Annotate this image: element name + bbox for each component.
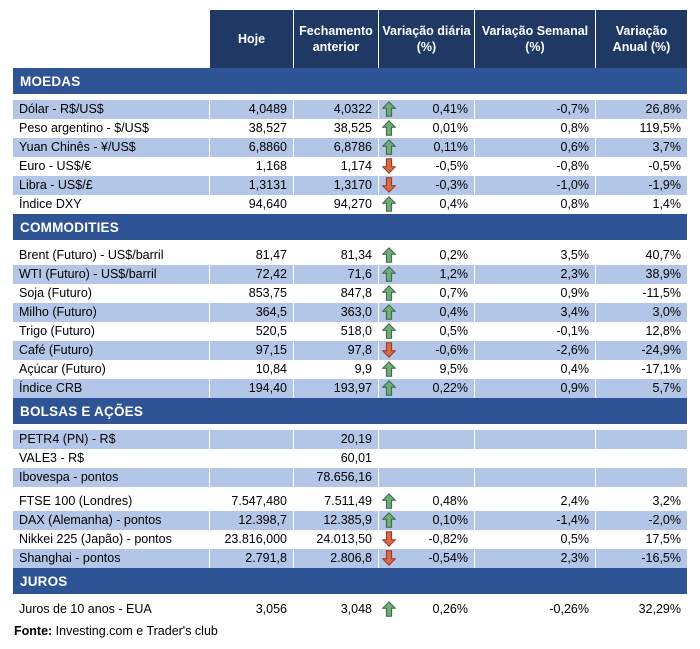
header-fechamento-line1: Fechamento [299,24,373,38]
header-anual-line2: Anual (%) [612,40,671,54]
header-diaria-line2: (%) [416,40,437,54]
variacao-anual-value: 3,2% [652,494,681,508]
asset-label: PETR4 (PN) - R$ [13,430,210,449]
hoje-value: 364,5 [210,303,294,322]
up-arrow-icon [382,601,396,617]
variacao-diaria-value: -0,3% [435,178,468,192]
variacao-diaria-cell [379,195,475,214]
asset-label: Soja (Futuro) [13,284,210,303]
fechamento-anterior-value: 9,9 [294,360,379,379]
variacao-semanal-value: 0,6% [475,138,596,157]
table-row [13,138,687,157]
up-arrow-icon [382,101,396,117]
up-arrow-icon [382,266,396,282]
table-row [13,284,687,303]
variacao-diaria-cell [379,430,475,449]
variacao-semanal-value [475,430,596,449]
column-headers [13,10,687,68]
asset-label: Nikkei 225 (Japão) - pontos [13,530,210,549]
header-variacao-diaria [379,10,475,68]
fechamento-anterior-value: 518,0 [294,322,379,341]
asset-label: Café (Futuro) [13,341,210,360]
hoje-value: 7.547,480 [210,492,294,511]
header-variacao-anual [596,10,687,68]
fechamento-anterior-value: 60,01 [294,449,379,468]
hoje-value: 3,056 [210,600,294,619]
up-arrow-icon [382,120,396,136]
variacao-anual-value: -1,9% [596,176,687,195]
fechamento-anterior-value: 12.385,9 [294,511,379,530]
fechamento-anterior-value: 78.656,16 [294,468,379,487]
variacao-diaria-cell [379,379,475,398]
down-arrow-icon [382,342,396,358]
variacao-diaria-cell [379,246,475,265]
hoje-value [210,449,294,468]
variacao-semanal-value: 0,8% [475,195,596,214]
up-arrow-icon [382,380,396,396]
table-row [13,119,687,138]
asset-label: Índice DXY [13,195,210,214]
up-arrow-icon [382,247,396,263]
variacao-anual-value: 1,4% [652,197,681,211]
variacao-semanal-value: -1,4% [475,511,596,530]
variacao-semanal-value: 0,8% [475,119,596,138]
table-row [13,360,687,379]
variacao-semanal-value: 0,9% [475,379,596,398]
variacao-semanal-value: 2,3% [475,549,596,568]
variacao-anual-value: 3,7% [596,138,687,157]
variacao-anual-value [596,468,687,487]
table-row [13,449,687,468]
fechamento-anterior-value: 193,97 [294,379,379,398]
variacao-diaria-value: 9,5% [439,362,468,376]
up-arrow-icon [382,196,396,212]
fechamento-anterior-value: 24.013,50 [294,530,379,549]
asset-label: FTSE 100 (Londres) [13,492,210,511]
variacao-anual-value: 26,8% [596,100,687,119]
header-variacao-semanal [475,10,596,68]
hoje-value: 1,3131 [210,176,294,195]
variacao-semanal-value: 0,5% [475,530,596,549]
asset-label: Peso argentino - $/US$ [13,119,210,138]
variacao-diaria-cell [379,600,475,619]
source-note-label: Fonte: [14,624,53,638]
up-arrow-icon [382,285,396,301]
header-fechamento-anterior [294,10,379,68]
asset-label: Milho (Futuro) [13,303,210,322]
variacao-diaria-cell [379,341,475,360]
section-header-juros: JUROS [13,568,687,594]
variacao-diaria-cell [379,303,475,322]
variacao-anual-value: 3,0% [596,303,687,322]
table-row [13,246,687,265]
variacao-anual-value: -2,0% [596,511,687,530]
variacao-semanal-value: 2,3% [475,265,596,284]
asset-label: VALE3 - R$ [13,449,210,468]
table-row [13,176,687,195]
hoje-value: 4,0489 [210,100,294,119]
table-row [13,549,687,568]
table-row [13,492,687,511]
asset-label: Shanghai - pontos [13,549,210,568]
table-body [13,68,687,619]
header-hoje-label: Hoje [237,32,266,46]
source-note [13,624,687,638]
table-row [13,265,687,284]
variacao-anual-value: 12,8% [645,324,681,338]
variacao-diaria-cell [379,265,475,284]
section-header-bolsas-e-a-es: BOLSAS E AÇÕES [13,398,687,424]
up-arrow-icon [382,493,396,509]
up-arrow-icon [382,361,396,377]
asset-label: Açúcar (Futuro) [13,360,210,379]
variacao-semanal-value: 2,4% [475,492,596,511]
variacao-semanal-value: 0,4% [475,360,596,379]
hoje-value [210,430,294,449]
asset-label: Brent (Futuro) - US$/barril [13,246,210,265]
variacao-diaria-cell [379,530,475,549]
asset-label: Libra - US$/£ [13,176,210,195]
variacao-anual-value: -11,5% [642,286,681,300]
hoje-value: 94,640 [210,195,294,214]
variacao-diaria-value: 0,22% [432,381,468,395]
header-anual-line1: Variação [615,24,668,38]
variacao-diaria-value: -0,6% [435,343,468,357]
variacao-semanal-value: -1,0% [475,176,596,195]
variacao-diaria-cell [379,284,475,303]
variacao-diaria-value: 0,11% [433,140,468,154]
fechamento-anterior-value: 81,34 [294,246,379,265]
hoje-value: 6,8860 [210,138,294,157]
header-semanal-line1: Variação Semanal [481,24,589,38]
fechamento-anterior-value: 94,270 [294,195,379,214]
table-row [13,303,687,322]
hoje-value: 97,15 [210,341,294,360]
fechamento-anterior-value: 71,6 [294,265,379,284]
header-diaria-line1: Variação diária [382,24,471,38]
asset-label: Euro - US$/€ [13,157,210,176]
market-summary-table [13,10,687,638]
variacao-diaria-value: -0,5% [435,159,468,173]
up-arrow-icon [382,323,396,339]
down-arrow-icon [382,531,396,547]
down-arrow-icon [382,550,396,566]
variacao-anual-value: 5,7% [596,379,687,398]
table-row [13,195,687,214]
variacao-diaria-value: 0,26% [432,602,468,616]
down-arrow-icon [382,158,396,174]
table-row [13,468,687,487]
fechamento-anterior-value: 2.806,8 [294,549,379,568]
variacao-diaria-cell [379,492,475,511]
up-arrow-icon [382,512,396,528]
variacao-semanal-value: -2,6% [475,341,596,360]
variacao-diaria-cell [379,322,475,341]
variacao-semanal-value: 0,9% [475,284,596,303]
variacao-anual-value: -24,9% [596,341,687,360]
variacao-diaria-cell [379,157,475,176]
variacao-anual-value: 119,5% [639,121,681,135]
variacao-diaria-value: 0,01% [432,121,468,135]
variacao-diaria-value: 0,48% [432,494,468,508]
hoje-value: 81,47 [210,246,294,265]
variacao-semanal-value: 3,5% [475,246,596,265]
up-arrow-icon [382,304,396,320]
variacao-diaria-value: 0,10% [432,513,468,527]
variacao-diaria-value: 0,4% [439,305,468,319]
fechamento-anterior-value: 7.511,49 [294,492,379,511]
hoje-value: 12.398,7 [210,511,294,530]
asset-label: Índice CRB [13,379,210,398]
up-arrow-icon [382,139,396,155]
asset-label: Ibovespa - pontos [13,468,210,487]
asset-label: DAX (Alemanha) - pontos [13,511,210,530]
variacao-diaria-cell [379,360,475,379]
header-fechamento-line2: anterior [312,40,360,54]
down-arrow-icon [382,177,396,193]
variacao-diaria-cell [379,176,475,195]
header-hoje [210,10,294,68]
fechamento-anterior-value: 1,3170 [294,176,379,195]
variacao-anual-value: 38,9% [596,265,687,284]
fechamento-anterior-value: 847,8 [294,284,379,303]
asset-label: Dólar - R$/US$ [13,100,210,119]
variacao-semanal-value: -0,7% [475,100,596,119]
variacao-diaria-cell [379,100,475,119]
asset-label: WTI (Futuro) - US$/barril [13,265,210,284]
section-header-commodities: COMMODITIES [13,214,687,240]
fechamento-anterior-value: 3,048 [294,600,379,619]
variacao-semanal-value: -0,1% [475,322,596,341]
hoje-value: 194,40 [210,379,294,398]
asset-label: Juros de 10 anos - EUA [13,600,210,619]
variacao-diaria-value: 0,7% [439,286,468,300]
variacao-semanal-value: -0,26% [475,600,596,619]
table-row [13,322,687,341]
variacao-semanal-value: 3,4% [475,303,596,322]
table-row [13,600,687,619]
hoje-value: 1,168 [210,157,294,176]
variacao-diaria-value: 0,2% [439,248,468,262]
variacao-anual-value [596,430,687,449]
hoje-value: 10,84 [210,360,294,379]
fechamento-anterior-value: 4,0322 [294,100,379,119]
hoje-value: 38,527 [210,119,294,138]
fechamento-anterior-value: 363,0 [294,303,379,322]
variacao-anual-value [596,449,687,468]
table-row [13,341,687,360]
fechamento-anterior-value: 38,525 [294,119,379,138]
hoje-value: 23.816,000 [210,530,294,549]
variacao-diaria-cell [379,119,475,138]
variacao-semanal-value [475,468,596,487]
hoje-value [210,468,294,487]
variacao-diaria-value: 1,2% [439,267,468,281]
source-note-text: Investing.com e Trader's club [52,624,218,638]
variacao-diaria-cell [379,468,475,487]
header-semanal-line2: (%) [525,40,545,54]
header-empty-cell [13,10,210,68]
variacao-diaria-cell [379,511,475,530]
variacao-diaria-cell [379,549,475,568]
variacao-anual-value: -16,5% [596,549,687,568]
variacao-anual-value: 40,7% [645,248,681,262]
fechamento-anterior-value: 1,174 [294,157,379,176]
table-row [13,379,687,398]
variacao-diaria-value: 0,5% [439,324,468,338]
table-row [13,100,687,119]
variacao-semanal-value: -0,8% [475,157,596,176]
asset-label: Yuan Chinês - ¥/US$ [13,138,210,157]
variacao-diaria-value: -0,54% [428,551,468,565]
variacao-anual-value: 32,29% [638,602,681,616]
variacao-diaria-value: 0,41% [432,102,468,116]
fechamento-anterior-value: 20,19 [294,430,379,449]
variacao-anual-value: -0,5% [648,159,681,173]
variacao-anual-value: -17,1% [641,362,681,376]
variacao-diaria-value: 0,4% [439,197,468,211]
hoje-value: 2.791,8 [210,549,294,568]
table-row [13,530,687,549]
hoje-value: 520,5 [210,322,294,341]
section-header-moedas: MOEDAS [13,68,687,94]
table-row [13,157,687,176]
table-row [13,430,687,449]
hoje-value: 72,42 [210,265,294,284]
fechamento-anterior-value: 6,8786 [294,138,379,157]
variacao-diaria-value: -0,82% [428,532,468,546]
variacao-diaria-cell [379,138,475,157]
table-row [13,511,687,530]
variacao-semanal-value [475,449,596,468]
hoje-value: 853,75 [210,284,294,303]
variacao-anual-value: 17,5% [645,532,681,546]
asset-label: Trigo (Futuro) [13,322,210,341]
fechamento-anterior-value: 97,8 [294,341,379,360]
variacao-diaria-cell [379,449,475,468]
